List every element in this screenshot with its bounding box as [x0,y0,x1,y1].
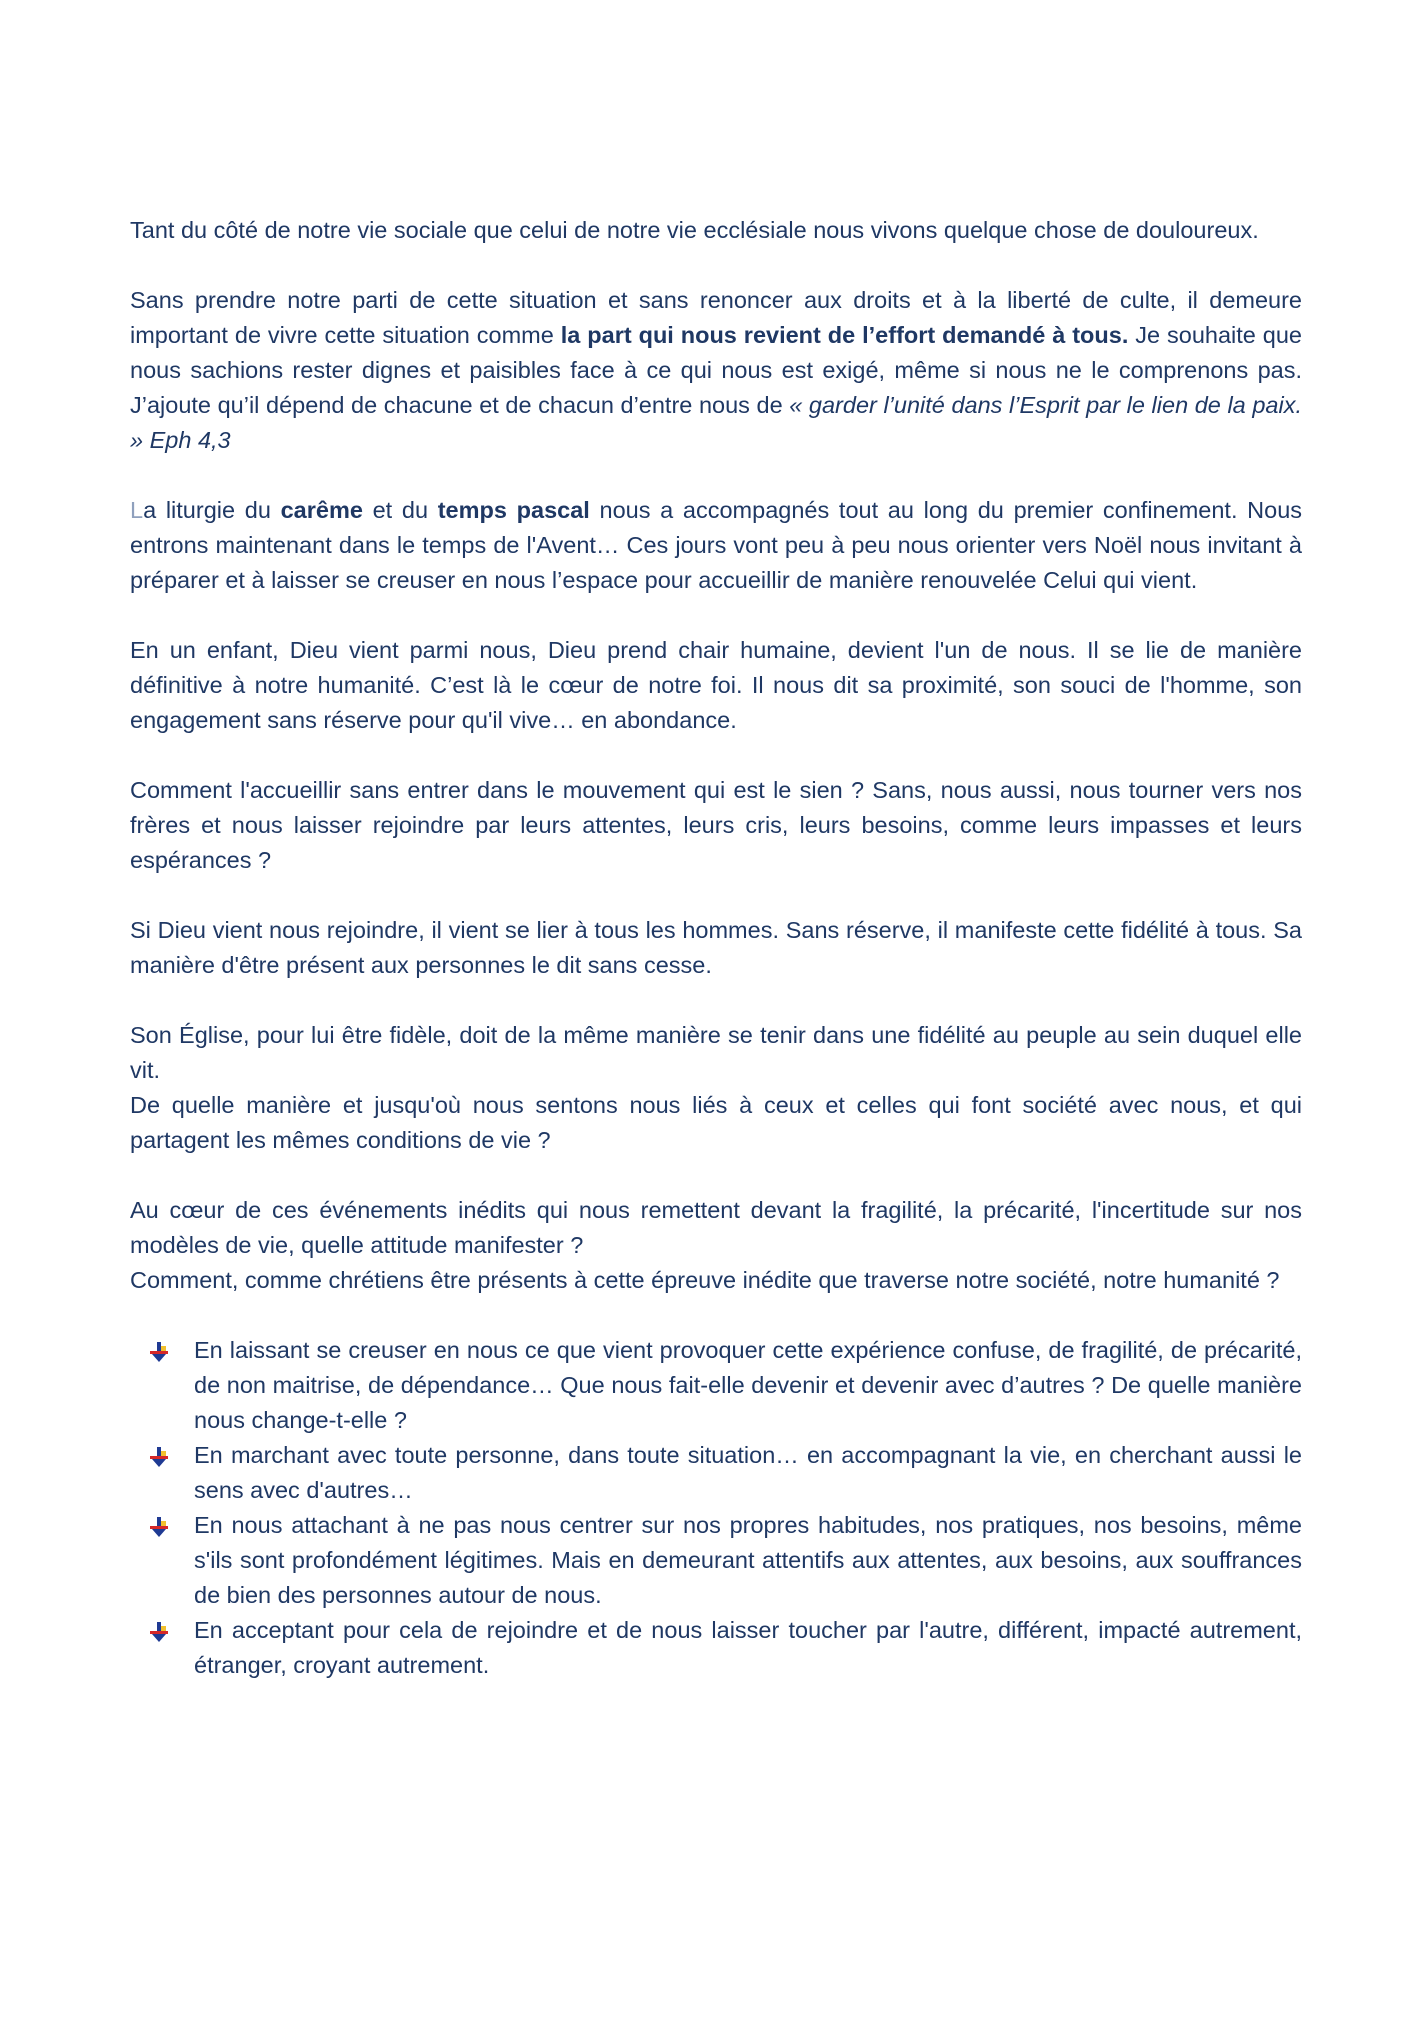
paragraph-3-bold-careme: carême [280,497,363,523]
paragraph-2-text-a: Sans prendre notre parti de cette situation et sans renoncer aux droits et à la liberté de culte, il demeure important de vivre cette situation comme [130,287,1302,348]
list-item [194,1508,1302,1613]
paragraph-7b: De quelle manière et jusqu'où nous sentons nous liés à ceux et celles qui font société avec nous, et qui partagent les mêmes conditions de vie ? [130,1092,1302,1153]
paragraph-3-bold-temps-pascal: temps pascal [437,497,590,523]
list-item [194,1333,1302,1438]
paragraph-2-quote: « garder l’unité dans l’Esprit par le lien de la paix. » Eph 4,3 [130,392,1302,453]
paragraph-4: En un enfant, Dieu vient parmi nous, Dieu prend chair humaine, devient l'un de nous. Il se lie de manière définitive à notre humanité. C’est là le cœur de notre foi. Il nous dit sa proximité, son souci de l'homme, son engagement sans réserve pour qu'il vive… en abondance. [130,637,1302,733]
arrow-down-bullet-icon [148,1447,170,1467]
bullet-text-4: En acceptant pour cela de rejoindre et de nous laisser toucher par l'autre, différent, impacté autrement, étranger, croyant autrement. [194,1617,1302,1678]
paragraph-3-text-e: nous a accompagnés tout au long du premier confinement. Nous entrons maintenant dans le temps de l'Avent… Ces jours vont peu à peu nous orienter vers Noël nous invitant à préparer et à laisser se creuser en nous l’espace pour accueillir de manière renouvelée Celui qui vient. [130,497,1303,593]
paragraph-3-text-a: a liturgie du [143,497,281,523]
paragraph-3-text-c: et du [362,497,438,523]
bullet-text-1: En laissant se creuser en nous ce que vient provoquer cette expérience confuse, de fragilité, de précarité, de non maitrise, de dépendance… Que nous fait-elle devenir et devenir avec d’autres ? De quelle manière nous change-t-elle ? [194,1337,1302,1433]
list-item [194,1438,1302,1508]
paragraph-6: Si Dieu vient nous rejoindre, il vient se lier à tous les hommes. Sans réserve, il manifeste cette fidélité à tous. Sa manière d'être présent aux personnes le dit sans cesse. [130,917,1302,978]
paragraph-3-first-letter: L [130,497,144,523]
paragraph-2-text-c: Je souhaite que nous sachions rester dignes et paisibles face à ce qui nous est exigé, même si nous ne le comprenons pas. J’ajoute qu’il dépend de chacune et de chacun d’entre nous de [130,322,1302,418]
list-item [194,1613,1302,1683]
paragraph-7a: Son Église, pour lui être fidèle, doit de la même manière se tenir dans une fidélité au peuple au sein duquel elle vit. [130,1022,1302,1083]
paragraph-8b: Comment, comme chrétiens être présents à cette épreuve inédite que traverse notre société, notre humanité ? [130,1267,1280,1293]
bullet-text-3: En nous attachant à ne pas nous centrer sur nos propres habitudes, nos pratiques, nos besoins, même s'ils sont profondément légitimes. Mais en demeurant attentifs aux attentes, aux besoins, aux souffrances de bien des personnes autour de nous. [194,1512,1302,1608]
paragraph-8a: Au cœur de ces événements inédits qui nous remettent devant la fragilité, la précarité, l'incertitude sur nos modèles de vie, quelle attitude manifester ? [130,1197,1302,1258]
arrow-down-bullet-icon [148,1622,170,1642]
paragraph-2 [130,283,1302,458]
document-page [130,213,1302,1683]
paragraph-3 [130,493,1302,598]
bullet-list [130,1333,1302,1683]
arrow-down-bullet-icon [148,1342,170,1362]
paragraph-1: Tant du côté de notre vie sociale que celui de notre vie ecclésiale nous vivons quelque chose de douloureux. [130,217,1259,243]
paragraph-2-bold: la part qui nous revient de l’effort demandé à tous. [560,322,1129,348]
arrow-down-bullet-icon [148,1517,170,1537]
paragraph-5: Comment l'accueillir sans entrer dans le mouvement qui est le sien ? Sans, nous aussi, nous tourner vers nos frères et nous laisser rejoindre par leurs attentes, leurs cris, leurs besoins, comme leurs impasses et leurs espérances ? [130,777,1302,873]
bullet-text-2: En marchant avec toute personne, dans toute situation… en accompagnant la vie, en cherchant aussi le sens avec d'autres… [194,1442,1302,1503]
